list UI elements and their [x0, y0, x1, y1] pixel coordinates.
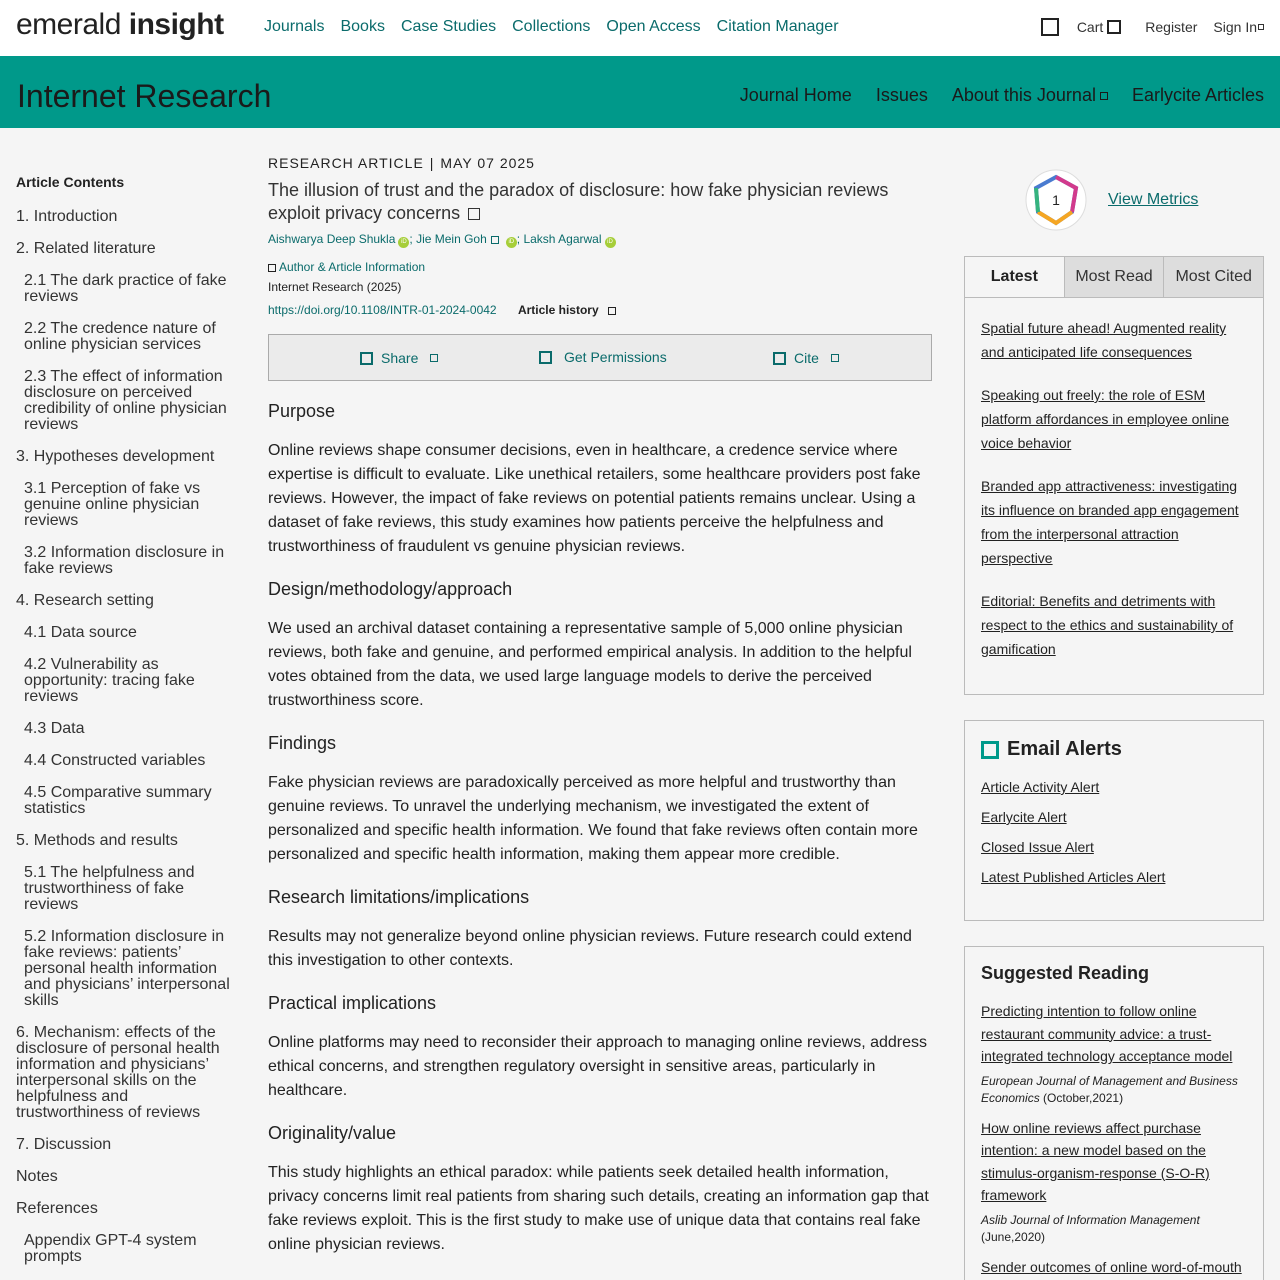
toc-heading: Article Contents: [16, 174, 125, 190]
metrics-widget: [1020, 168, 1260, 232]
journal-header: [0, 56, 1280, 128]
toc-item[interactable]: 1. Introduction: [16, 208, 118, 225]
journal-title[interactable]: Internet Research: [17, 78, 272, 114]
author-link[interactable]: Jie Mein Goh: [416, 232, 487, 246]
earlycite-link[interactable]: Earlycite Articles: [1131, 85, 1264, 105]
main-nav: [264, 18, 839, 36]
doi-row: [268, 303, 932, 317]
suggested-source: [981, 1073, 1251, 1107]
alert-link[interactable]: Earlycite Alert: [981, 809, 1067, 825]
cart-label: Cart: [1076, 19, 1104, 35]
nav-journals[interactable]: Journals: [264, 18, 325, 35]
tab-latest[interactable]: Latest: [965, 257, 1064, 297]
article-kicker: RESEARCH ARTICLE | MAY 07 2025: [268, 155, 535, 171]
suggested-journal: Aslib Journal of Information Management: [981, 1212, 1200, 1227]
toc-item[interactable]: 2.1 The dark practice of fake reviews: [24, 272, 227, 305]
view-metrics-link[interactable]: View Metrics: [1108, 191, 1199, 208]
abstract-paragraph: Online reviews shape consumer decisions, even in healthcare, a credence service where expertise is difficult to evaluate. Like unethical retailers, some healthcare providers post fake reviews. However, the impact of fake reviews on potential patients remains unclear. Using a dataset of fake reviews, this study examines how patients perceive the helpfulness and trustworthiness of fraudulent vs genuine physician reviews.: [268, 442, 921, 555]
toc-item[interactable]: 7. Discussion: [16, 1136, 112, 1153]
article-date: MAY 07 2025: [440, 155, 535, 171]
expand-icon: [268, 264, 276, 272]
logo-light: emerald: [16, 8, 121, 41]
cart-icon: [1107, 20, 1121, 34]
suggested-article-link[interactable]: How online reviews affect purchase intention: a new model based on the stimulus-organism-response (S-O-R) framework: [981, 1119, 1210, 1203]
toc-item[interactable]: 4.2 Vulnerability as opportunity: tracing fake reviews: [24, 656, 195, 705]
nav-collections[interactable]: Collections: [512, 18, 591, 35]
citation: Internet Research (2025): [268, 280, 402, 294]
article-main: [268, 152, 932, 1257]
article-title: [268, 179, 908, 225]
email-icon: [981, 741, 999, 759]
list-item[interactable]: Spatial future ahead! Augmented reality and anticipated life consequences: [981, 320, 1227, 360]
article-history-label: Article history: [517, 303, 599, 317]
sign-in-link[interactable]: [1213, 19, 1264, 35]
author-info-toggle[interactable]: [268, 260, 932, 274]
expand-icon: [608, 307, 616, 315]
toc-item[interactable]: 6. Mechanism: effects of the disclosure of personal health information and physicians’ interpersonal skills on the helpfulness and trustworthiness of reviews: [16, 1024, 220, 1121]
article-lists-panel: [964, 256, 1264, 695]
toc-item[interactable]: 4.1 Data source: [24, 624, 137, 641]
about-journal-label: About this Journal: [951, 85, 1096, 105]
journal-home-link[interactable]: Journal Home: [739, 85, 852, 105]
dimensions-badge-icon[interactable]: [1020, 168, 1092, 232]
cite-button[interactable]: [773, 350, 839, 366]
nav-open-access[interactable]: Open Access: [606, 18, 701, 35]
toc-item[interactable]: Notes: [16, 1168, 58, 1185]
suggested-article-link[interactable]: Sender outcomes of online word-of-mouth: [981, 1258, 1242, 1275]
abstract-heading: Research limitations/implications: [268, 887, 530, 907]
tab-most-read[interactable]: Most Read: [1064, 257, 1164, 297]
cart-link[interactable]: [1077, 19, 1121, 35]
nav-citation-manager[interactable]: Citation Manager: [716, 18, 839, 35]
toc-item[interactable]: References: [16, 1200, 98, 1217]
permissions-icon: [539, 351, 552, 364]
emerald-insight-logo[interactable]: [16, 8, 224, 42]
author-link[interactable]: Aishwarya Deep Shukla: [268, 232, 396, 246]
register-link[interactable]: Register: [1145, 19, 1198, 35]
suggested-reading-panel: [964, 946, 1264, 1280]
abstract-heading: Findings: [268, 733, 337, 753]
email-alerts-title: Email Alerts: [1007, 738, 1122, 760]
toc-item[interactable]: 5.1 The helpfulness and trustworthiness of fake reviews: [24, 864, 195, 913]
orcid-icon[interactable]: iD: [506, 237, 517, 248]
toc-list: [16, 209, 236, 1265]
abstract-paragraph: This study highlights an ethical paradox: while patients seek detailed health information, privacy concerns limit real patients from sharing such details, creating an information gap that fake reviews exploit. This is the first study to make use of unique data that contains real fake online physician reviews.: [268, 1164, 929, 1253]
cite-icon: [773, 352, 786, 365]
tab-bar: [965, 257, 1263, 298]
chevron-down-icon: [430, 354, 438, 362]
search-icon[interactable]: [1041, 18, 1059, 36]
email-alerts-heading: [981, 738, 1122, 761]
envelope-icon[interactable]: [491, 236, 499, 244]
suggested-date: (October,2021): [1043, 1090, 1124, 1105]
article-tools-bar: [268, 334, 932, 381]
permissions-label: Get Permissions: [564, 349, 667, 365]
email-alerts-panel: [964, 720, 1264, 921]
toc-item[interactable]: 2.2 The credence nature of online physician services: [24, 320, 216, 353]
share-button[interactable]: [360, 350, 438, 366]
chevron-down-icon: [1258, 24, 1264, 30]
abstract-paragraph: Results may not generalize beyond online physician reviews. Future research could extend this investigation to other contexts.: [268, 928, 912, 969]
alert-list: [981, 779, 1165, 899]
share-icon: [360, 352, 373, 365]
toc-item[interactable]: 4.4 Constructed variables: [24, 752, 206, 769]
external-link-icon: [468, 208, 480, 220]
tab-most-cited[interactable]: Most Cited: [1163, 257, 1263, 297]
nav-case-studies[interactable]: Case Studies: [400, 18, 497, 35]
abstract-paragraph: We used an archival dataset containing a representative sample of 5,000 online physician reviews, both fake and genuine, and performed empirical analysis. In addition to the helpful votes obtained from the data, we used large language models to derive the perceived trustworthiness score.: [268, 620, 912, 709]
abstract-heading: Design/methodology/approach: [268, 579, 513, 599]
abstract-paragraph: Fake physician reviews are paradoxically perceived as more helpful and trustworthy than genuine reviews. To unravel the underlying mechanism, we investigated the extent of personalized and specific health information. We found that fake reviews often contain more personalized and specific health information, making them appear more credible.: [268, 774, 918, 863]
toc-item[interactable]: 3. Hypotheses development: [16, 448, 215, 465]
abstract-heading: Practical implications: [268, 993, 437, 1013]
suggested-date: (June,2020): [981, 1229, 1046, 1244]
author-link[interactable]: Laksh Agarwal: [523, 232, 602, 246]
list-item[interactable]: Editorial: Benefits and detriments with respect to the ethics and sustainability of gamification: [981, 593, 1234, 657]
toc-item[interactable]: 2. Related literature: [16, 240, 156, 257]
get-permissions-button[interactable]: [539, 349, 667, 365]
orcid-icon[interactable]: iD: [605, 237, 616, 248]
orcid-icon[interactable]: iD: [398, 237, 409, 248]
article-contents: [16, 174, 236, 1280]
author-info-label: Author & Article Information: [279, 260, 426, 274]
alert-link[interactable]: Closed Issue Alert: [981, 839, 1094, 855]
about-journal-link[interactable]: [952, 85, 1108, 106]
abstract-paragraph: Online platforms may need to reconsider their approach to managing online reviews, address ethical concerns, and strengthen regulatory oversight in sensitive areas, particularly in healthcare.: [268, 1034, 928, 1099]
toc-item[interactable]: 3.1 Perception of fake vs genuine online physician reviews: [24, 480, 201, 529]
toc-item[interactable]: 2.3 The effect of information disclosure on perceived credibility of online physician reviews: [24, 368, 227, 433]
suggested-list: [981, 1000, 1251, 1278]
article-type: RESEARCH ARTICLE: [268, 155, 424, 171]
alert-link[interactable]: Latest Published Articles Alert: [981, 869, 1166, 885]
journal-nav: [740, 85, 1264, 106]
toc-item[interactable]: 5.2 Information disclosure in fake reviews: patients’ personal health information and physicians’ interpersonal skills: [24, 928, 230, 1009]
top-bar: [0, 0, 1280, 56]
article-history-toggle[interactable]: [518, 303, 616, 317]
toc-item[interactable]: 4. Research setting: [16, 592, 154, 609]
share-label: Share: [381, 350, 419, 366]
toc-item[interactable]: Appendix GPT-4 system prompts: [24, 1232, 197, 1265]
toc-item[interactable]: 5. Methods and results: [16, 832, 178, 849]
article-title-text: The illusion of trust and the paradox of disclosure: how fake physician reviews exploit privacy concerns: [268, 180, 889, 223]
alert-link[interactable]: Article Activity Alert: [981, 779, 1100, 795]
list-item[interactable]: Speaking out freely: the role of ESM platform affordances in employee online voice behavior: [981, 387, 1230, 451]
chevron-down-icon: [831, 354, 839, 362]
list-item[interactable]: Branded app attractiveness: investigating its influence on branded app engagement from the interpersonal attraction perspective: [981, 478, 1239, 566]
doi-link[interactable]: https://doi.org/10.1108/INTR-01-2024-0042: [268, 303, 497, 317]
suggested-source: [981, 1212, 1251, 1246]
abstract-heading: Purpose: [268, 401, 336, 421]
suggested-journal: European Journal of Management and Business Economics: [981, 1073, 1238, 1105]
latest-list: [965, 298, 1263, 661]
suggested-heading: Suggested Reading: [981, 963, 1150, 983]
cite-label: Cite: [794, 350, 819, 366]
author-list: Aishwarya Deep Shukla iD ; Jie Mein Goh iD ; Laksh Agarwal iD: [268, 232, 932, 248]
toc-item[interactable]: 4.3 Data: [24, 720, 85, 737]
issues-link[interactable]: Issues: [875, 85, 928, 105]
nav-books[interactable]: Books: [340, 18, 385, 35]
toc-item[interactable]: 4.5 Comparative summary statistics: [24, 784, 212, 817]
badge-value: 1: [1052, 192, 1060, 208]
sign-in-label: Sign In: [1213, 19, 1257, 35]
suggested-article-link[interactable]: Predicting intention to follow online restaurant community advice: a trust-integrated technology acceptance model: [981, 1003, 1233, 1064]
toc-item[interactable]: 3.2 Information disclosure in fake reviews: [24, 544, 225, 577]
abstract: [268, 401, 932, 1257]
account-area: [1041, 18, 1264, 36]
abstract-heading: Originality/value: [268, 1123, 397, 1143]
chevron-down-icon: [1100, 92, 1108, 100]
logo-bold: insight: [128, 8, 224, 41]
